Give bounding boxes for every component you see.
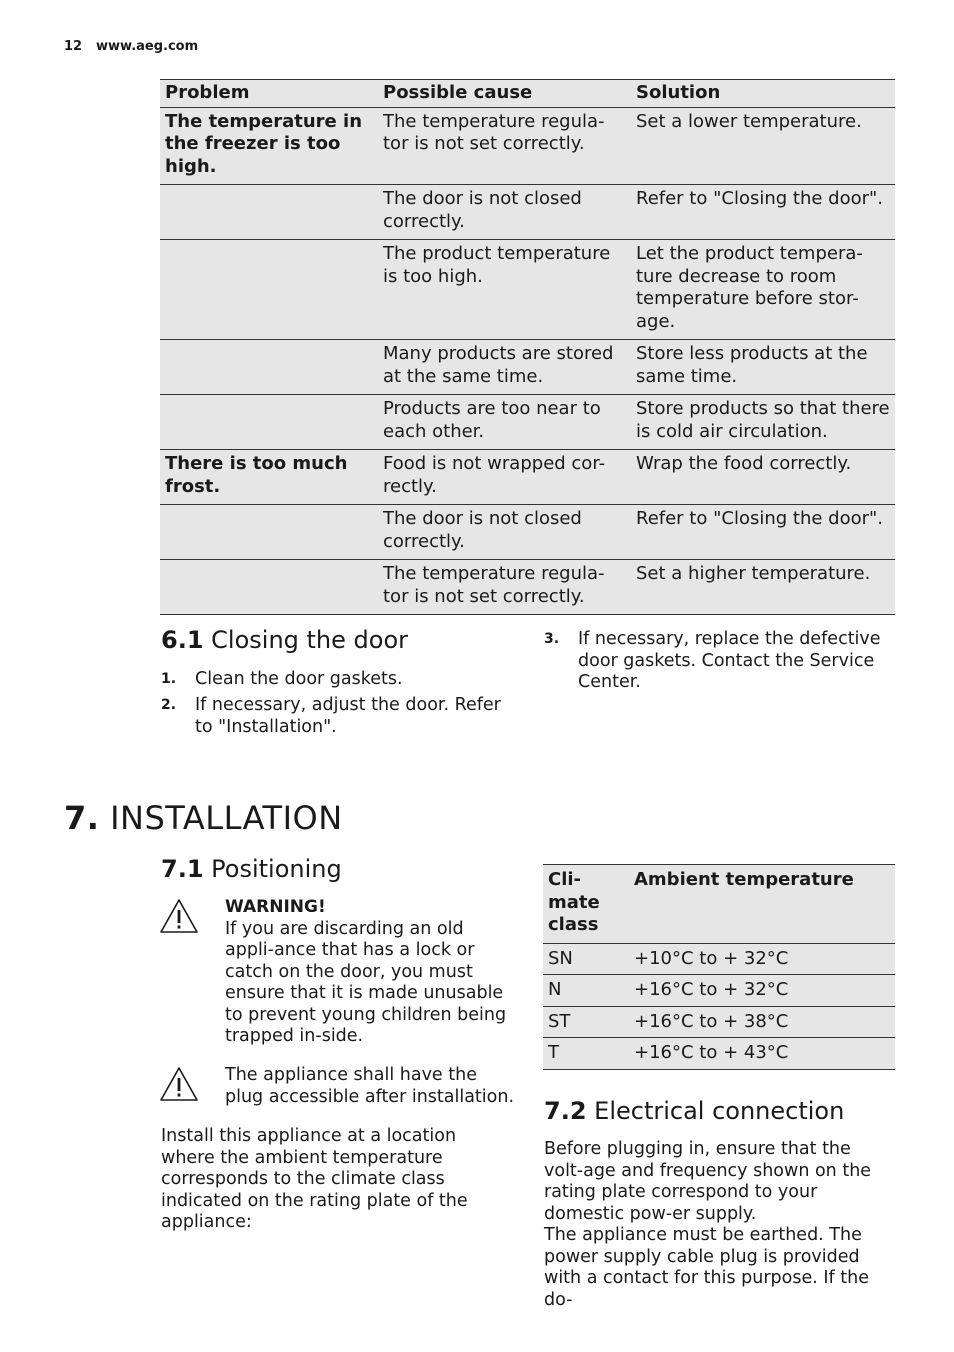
table-row — [160, 395, 895, 450]
problem-cell: There is too much frost. — [160, 450, 378, 505]
cause-cell: The door is not closed correctly. — [378, 505, 631, 560]
chapter-title: INSTALLATION — [110, 799, 343, 837]
solution-cell: Let the product tempera-ture decrease to room temperature before stor-age. — [631, 240, 895, 340]
problem-cell — [160, 395, 378, 450]
temperature-range-cell: +16°C to + 43°C — [629, 1038, 895, 1070]
table-row — [543, 975, 895, 1007]
temperature-range-cell: +16°C to + 32°C — [629, 975, 895, 1007]
header-climate-class: Cli-mate class — [543, 865, 629, 944]
section-heading-closing-door — [161, 626, 408, 654]
warning-icon — [159, 898, 199, 934]
table-row — [160, 185, 895, 240]
table-row — [160, 505, 895, 560]
header-problem: Problem — [160, 80, 378, 108]
site-url: www.aeg.com — [96, 39, 199, 54]
section-number: 6.1 — [161, 626, 204, 654]
problem-cell — [160, 505, 378, 560]
solution-cell: Set a higher temperature. — [631, 560, 895, 615]
table-row — [160, 560, 895, 615]
page-number: 12 — [64, 39, 83, 54]
table-row — [160, 240, 895, 340]
table-row — [160, 450, 895, 505]
section-number: 7.1 — [161, 855, 204, 883]
cause-cell: The temperature regula-tor is not set correctly. — [378, 560, 631, 615]
table-row — [543, 1006, 895, 1038]
step-number: 1. — [161, 671, 177, 687]
climate-class-cell: ST — [543, 1006, 629, 1038]
list-item — [544, 629, 884, 694]
chapter-number: 7. — [64, 799, 100, 837]
cause-cell: The product temperature is too high. — [378, 240, 631, 340]
electrical-paragraph-1: Before plugging in, ensure that the volt-age and frequency shown on the rating plate correspond to your domestic pow-er supply. — [544, 1139, 872, 1224]
problem-cell — [160, 185, 378, 240]
climate-class-cell: N — [543, 975, 629, 1007]
step-text: Clean the door gaskets. — [195, 669, 403, 689]
positioning-body-text: Install this appliance at a location where the ambient temperature corresponds to the climate class indicated on the rating plate of the appliance: — [161, 1126, 468, 1232]
step-number: 3. — [544, 631, 560, 647]
step-text: If necessary, replace the defective door gaskets. Contact the Service Center. — [578, 629, 881, 692]
problem-cell — [160, 560, 378, 615]
solution-cell: Refer to "Closing the door". — [631, 505, 895, 560]
climate-class-cell: SN — [543, 943, 629, 975]
header-possible-cause: Possible cause — [378, 80, 631, 108]
warning-label: WARNING! — [225, 897, 326, 917]
solution-cell: Store less products at the same time. — [631, 340, 895, 395]
caution-icon — [159, 1066, 199, 1102]
section-number: 7.2 — [544, 1097, 587, 1125]
troubleshooting-table — [160, 79, 895, 615]
temperature-range-cell: +16°C to + 38°C — [629, 1006, 895, 1038]
section-title: Closing the door — [211, 626, 408, 654]
header-ambient-temperature: Ambient temperature — [629, 865, 895, 944]
solution-cell: Wrap the food correctly. — [631, 450, 895, 505]
chapter-heading-installation — [64, 799, 343, 837]
solution-cell: Refer to "Closing the door". — [631, 185, 895, 240]
list-item — [161, 695, 501, 738]
section-heading-positioning — [161, 855, 342, 883]
step-text: If necessary, adjust the door. Refer to "Installation". — [195, 695, 501, 737]
table-header-row — [160, 80, 895, 108]
table-row — [160, 340, 895, 395]
cause-cell: The temperature regula-tor is not set correctly. — [378, 107, 631, 185]
warning-text: If you are discarding an old appli-ance that has a lock or catch on the door, you must ensure that it is made unusable to prevent young children being trapped in-side. — [225, 918, 507, 1046]
cause-cell: Food is not wrapped cor-rectly. — [378, 450, 631, 505]
solution-cell: Set a lower temperature. — [631, 107, 895, 185]
climate-class-cell: T — [543, 1038, 629, 1070]
caution-text: The appliance shall have the plug accessible after installation. — [225, 1065, 515, 1107]
climate-class-table — [543, 864, 895, 1070]
cause-cell: Products are too near to each other. — [378, 395, 631, 450]
problem-cell: The temperature in the freezer is too high. — [160, 107, 378, 185]
solution-cell: Store products so that there is cold air circulation. — [631, 395, 895, 450]
cause-cell: Many products are stored at the same time. — [378, 340, 631, 395]
electrical-paragraph-2: The appliance must be earthed. The power supply cable plug is provided with a contact for this purpose. If the do- — [544, 1225, 869, 1310]
table-row — [543, 1038, 895, 1070]
header-solution: Solution — [631, 80, 895, 108]
section-heading-electrical — [544, 1097, 844, 1125]
table-header-row — [543, 865, 895, 944]
table-row — [543, 943, 895, 975]
section-title: Electrical connection — [594, 1097, 845, 1125]
cause-cell: The door is not closed correctly. — [378, 185, 631, 240]
problem-cell — [160, 340, 378, 395]
list-item — [161, 669, 501, 691]
problem-cell — [160, 240, 378, 340]
section-title: Positioning — [211, 855, 342, 883]
warning-block — [225, 897, 515, 1048]
electrical-body-text — [544, 1139, 894, 1311]
temperature-range-cell: +10°C to + 32°C — [629, 943, 895, 975]
step-number: 2. — [161, 697, 177, 713]
table-row — [160, 107, 895, 185]
